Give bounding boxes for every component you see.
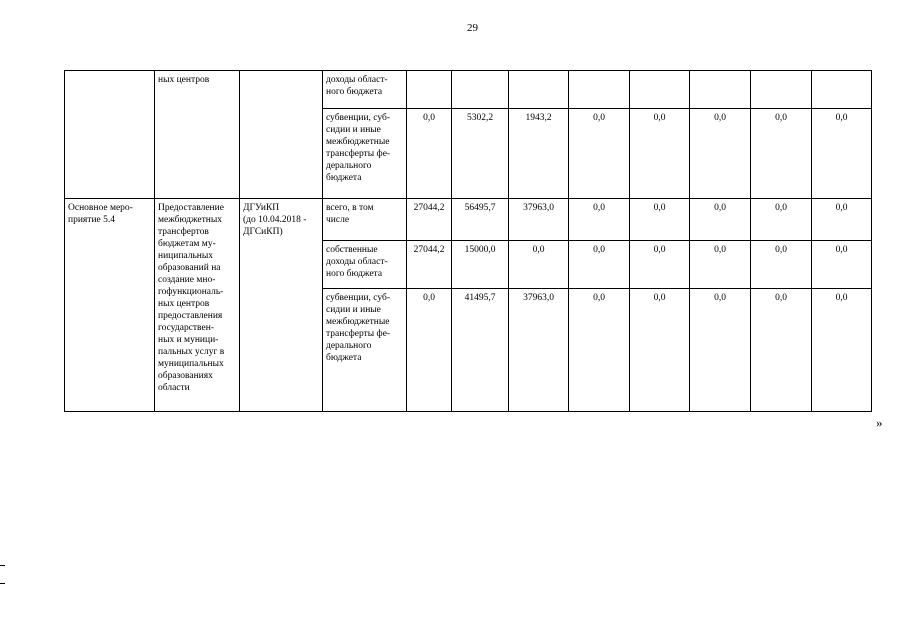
- value-cell: 0,0: [751, 109, 812, 199]
- value-cell: [509, 71, 569, 109]
- executor-cell: ДГУиКП (до 10.04.2018 - ДГСиКП): [240, 199, 323, 412]
- value-cell: 0,0: [509, 241, 569, 289]
- value-cell: [407, 71, 452, 109]
- value-cell: [690, 71, 751, 109]
- value-cell: 0,0: [630, 289, 690, 412]
- budget-table: [64, 70, 872, 412]
- value-cell: 0,0: [751, 289, 812, 412]
- value-cell: 15000,0: [452, 241, 509, 289]
- value-cell: 0,0: [812, 109, 872, 199]
- value-cell: 1943,2: [509, 109, 569, 199]
- value-cell: 0,0: [812, 289, 872, 412]
- value-cell: 0,0: [690, 199, 751, 241]
- value-cell: 27044,2: [407, 241, 452, 289]
- activity-cell: Основное меро- приятие 5.4: [65, 199, 155, 412]
- value-cell: 37963,0: [509, 199, 569, 241]
- value-cell: [751, 71, 812, 109]
- value-cell: 5302,2: [452, 109, 509, 199]
- table-row: [65, 71, 872, 109]
- value-cell: 37963,0: [509, 289, 569, 412]
- value-cell: 0,0: [690, 241, 751, 289]
- value-cell: 0,0: [407, 289, 452, 412]
- table-row: [65, 199, 872, 241]
- value-cell: 0,0: [751, 199, 812, 241]
- funding-source-cell: доходы област- ного бюджета: [323, 71, 407, 109]
- value-cell: 0,0: [812, 199, 872, 241]
- value-cell: [452, 71, 509, 109]
- value-cell: 0,0: [569, 241, 630, 289]
- margin-mark: [0, 565, 5, 566]
- value-cell: [569, 71, 630, 109]
- funding-source-cell: всего, в том числе: [323, 199, 407, 241]
- value-cell: 0,0: [569, 289, 630, 412]
- activity-cell: [65, 71, 155, 199]
- value-cell: 0,0: [812, 241, 872, 289]
- funding-source-cell: субвенции, суб- сидии и иные межбюджетные трансферты фе- дерального бюджета: [323, 289, 407, 412]
- value-cell: 56495,7: [452, 199, 509, 241]
- value-cell: 0,0: [630, 241, 690, 289]
- description-cell: ных центров: [155, 71, 240, 199]
- value-cell: 0,0: [630, 199, 690, 241]
- page-number: 29: [467, 22, 478, 34]
- margin-mark: [0, 583, 5, 584]
- value-cell: 0,0: [569, 199, 630, 241]
- value-cell: 0,0: [690, 289, 751, 412]
- value-cell: 27044,2: [407, 199, 452, 241]
- value-cell: 0,0: [407, 109, 452, 199]
- funding-source-cell: субвенции, суб- сидии и иные межбюджетные трансферты фе- дерального бюджета: [323, 109, 407, 199]
- value-cell: 0,0: [751, 241, 812, 289]
- description-cell: Предоставление межбюджетных трансфертов бюджетам му- ниципальных образований на создание мно- гофункциональ- ных центров предоставления государствен- ных и муници- пальных услуг в муниципальных образованиях области: [155, 199, 240, 412]
- value-cell: [812, 71, 872, 109]
- value-cell: 0,0: [569, 109, 630, 199]
- value-cell: 0,0: [630, 109, 690, 199]
- executor-cell: [240, 71, 323, 199]
- value-cell: [630, 71, 690, 109]
- closing-quote-mark: »: [876, 415, 883, 430]
- value-cell: 41495,7: [452, 289, 509, 412]
- value-cell: 0,0: [690, 109, 751, 199]
- funding-source-cell: собственные доходы област- ного бюджета: [323, 241, 407, 289]
